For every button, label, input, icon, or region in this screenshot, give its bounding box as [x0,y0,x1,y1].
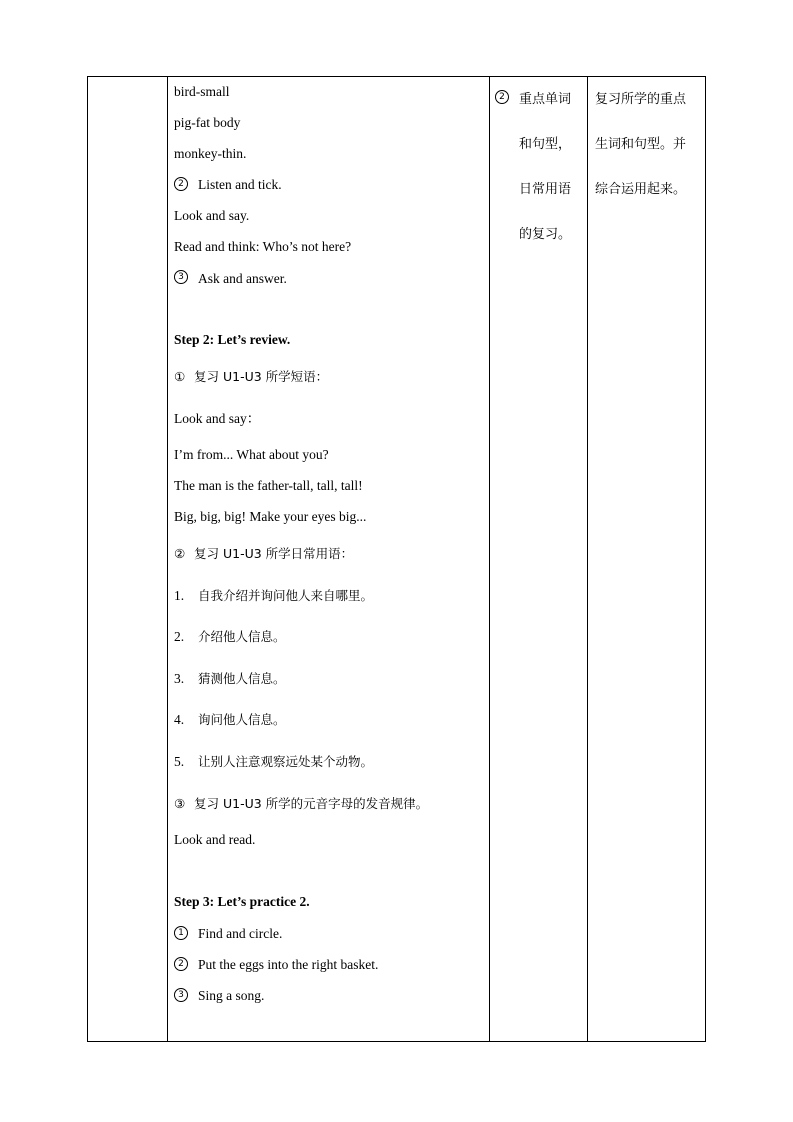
text-line: Look and say： [174,411,261,426]
step-heading: Step 3: Let’s practice 2. [174,894,310,909]
text-line: 复习 U1-U3 所学短语： [194,369,329,384]
text-line: Look and read. [174,832,256,847]
list-number: 4. [174,712,185,727]
circled-number-icon: 2 [495,90,509,104]
focus-line: 和句型， [519,137,572,152]
list-number: 3. [174,671,185,686]
circled-number-icon: 2 [174,957,188,971]
text-line: Look and say. [174,208,250,223]
text-line: I’m from... What about you? [174,447,329,462]
text-line: bird-small [174,84,230,99]
circled-number-icon: 3 [174,988,188,1002]
list-number: 5. [174,754,185,769]
text-line: Ask and answer. [198,271,287,286]
text-line: The man is the father-tall, tall, tall! [174,478,363,493]
circled-marker: ① [174,369,186,384]
text-line: monkey-thin. [174,146,247,161]
text-line: 复习 U1-U3 所学的元音字母的发音规律。 [194,796,429,811]
purpose-line: 复习所学的重点 [595,92,687,107]
list-item: 自我介绍并询问他人来自哪里。 [198,588,374,603]
lesson-table [87,76,706,1042]
text-line: 复习 U1-U3 所学日常用语： [194,546,354,561]
text-line: Put the eggs into the right basket. [198,957,379,972]
list-item: 让别人注意观察远处某个动物。 [198,754,374,769]
focus-line: 日常用语 [519,182,572,197]
list-number: 2. [174,629,185,644]
focus-line: 重点单词 [519,92,572,107]
text-line: pig-fat body [174,115,241,130]
column-divider [167,77,168,1041]
circled-marker: ③ [174,796,186,811]
column-divider [489,77,490,1041]
text-line: Read and think: Who’s not here? [174,239,352,254]
step-heading: Step 2: Let’s review. [174,332,291,347]
purpose-line: 生词和句型。并 [595,137,687,152]
list-item: 介绍他人信息。 [198,629,286,644]
list-item: 询问他人信息。 [198,712,286,727]
circled-number-icon: 1 [174,926,188,940]
text-line: Listen and tick. [198,177,282,192]
purpose-line: 综合运用起来。 [595,182,687,197]
focus-line: 的复习。 [519,227,572,242]
circled-marker: ② [174,546,186,561]
list-number: 1. [174,588,185,603]
list-item: 猜测他人信息。 [198,671,286,686]
text-line: Sing a song. [198,988,265,1003]
text-line: Big, big, big! Make your eyes big... [174,509,367,524]
text-line: Find and circle. [198,926,283,941]
circled-number-icon: 3 [174,270,188,284]
column-divider [587,77,588,1041]
circled-number-icon: 2 [174,177,188,191]
